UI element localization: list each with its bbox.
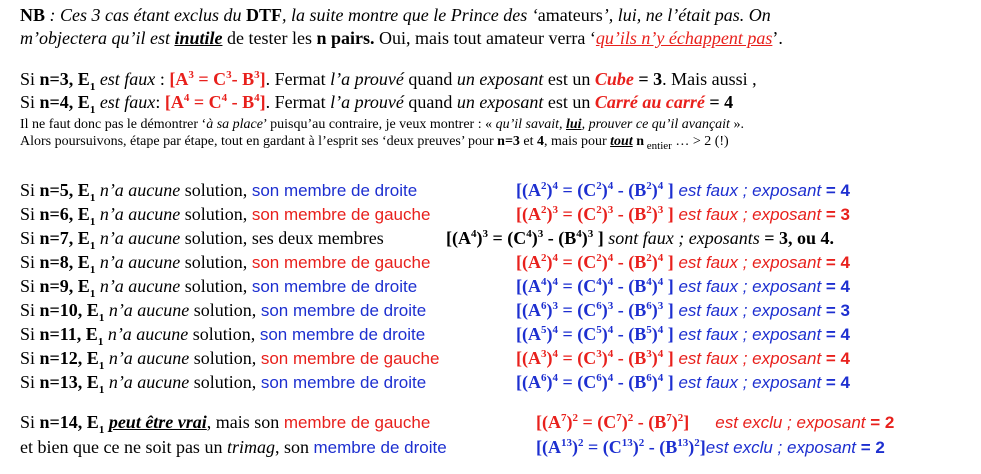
case-status: est faux bbox=[95, 92, 156, 112]
nb-line-2 bbox=[20, 27, 783, 49]
case-row: Si n=10, $E_1$ n’a aucune solution, son membre de droite [$(A^6)^3 = (C^6)^3 - (B^6)^3$ ] est faux ; exposant = 3 bbox=[20, 300, 851, 324]
n-value: n=11, bbox=[39, 324, 86, 344]
n14-formula-2: $[(A^{13})^2 = (C^{13})^2 - (B^{13})^2]est$ exclu ; exposant = 2 bbox=[536, 437, 885, 457]
e-symbol: E bbox=[77, 92, 90, 112]
e-symbol: E bbox=[86, 348, 99, 368]
case-text: un exposant bbox=[456, 92, 544, 112]
npairs-term: n pairs. bbox=[316, 28, 375, 48]
dtf-term: DTF bbox=[245, 5, 282, 25]
amateurs-term: amateurs bbox=[537, 5, 603, 25]
e-symbol: E bbox=[77, 252, 90, 272]
member-label: membre de gauche bbox=[283, 413, 431, 432]
si-text: Si bbox=[20, 252, 40, 272]
nb-line-1 bbox=[20, 4, 771, 26]
member-label: son membre de droite bbox=[251, 277, 418, 296]
case-text: est un bbox=[543, 69, 595, 89]
nb-text: Oui, mais tout amateur verra ‘ bbox=[374, 28, 596, 48]
n-value: n=10, bbox=[39, 300, 87, 320]
case-text: quand bbox=[403, 92, 457, 112]
row-formula: [$(A^2)^3 = (C^2)^3 - (B^2)^3$ ] est faux ; exposant = 3 bbox=[516, 204, 851, 224]
case-text: l’a prouvé bbox=[330, 69, 404, 89]
case-row: Si n=9, $E_1$ n’a aucune solution, son membre de droite [$(A^4)^4 = (C^4)^4 - (B^4)^4$ ] est faux ; exposant = 4 bbox=[20, 276, 851, 300]
case-text: quand bbox=[403, 69, 457, 89]
n-value: n=9, bbox=[39, 276, 78, 296]
row-formula: [$(A^4)^3 = (C^4)^3 - (B^4)^3$ ] sont faux ; exposants = 3, ou 4. bbox=[446, 228, 835, 248]
member-label: son membre de gauche bbox=[251, 205, 431, 224]
case-n14-line2: et bien que ce ne soit pas un trimag, son membre de droite $[(A^{13})^2 = (C^{13})^2 - (B^{13})^2]est$ exclu ; exposant = 2 bbox=[20, 437, 885, 457]
case-text: un exposant bbox=[456, 69, 544, 89]
member-label: son membre de droite bbox=[259, 325, 426, 344]
n-value: n=7, bbox=[39, 228, 78, 248]
case-row: Si n=11, $E_1$ n’a aucune solution, son membre de droite [$(A^5)^4 = (C^5)^4 - (B^5)^4$ ] est faux ; exposant = 4 bbox=[20, 324, 851, 348]
kind-value: = 3 bbox=[633, 69, 663, 89]
nb-label: NB bbox=[20, 5, 46, 25]
n-value: n=8, bbox=[39, 252, 78, 272]
si-text: Si bbox=[20, 180, 40, 200]
member-label: son membre de droite bbox=[260, 301, 427, 320]
row-formula: [$(A^5)^4 = (C^5)^4 - (B^5)^4$ ] est faux ; exposant = 4 bbox=[516, 324, 851, 344]
member-label: membre de droite bbox=[313, 438, 447, 457]
case-n4 bbox=[20, 91, 734, 116]
n-value: n=12, bbox=[39, 348, 87, 368]
row-formula: [$(A^3)^4 = (C^3)^4 - (B^3)^4$ ] est faux ; exposant = 4 bbox=[516, 348, 851, 368]
case-text: : bbox=[155, 92, 165, 112]
case-text: : bbox=[155, 69, 170, 89]
case-row: Si n=8, $E_1$ n’a aucune solution, son membre de gauche [$(A^2)^4 = (C^2)^4 - (B^2)^4$ ] est faux ; exposant = 4 bbox=[20, 252, 851, 276]
e-sub: 1 bbox=[89, 103, 96, 116]
member-label: son membre de droite bbox=[251, 181, 418, 200]
inutile-term: inutile bbox=[174, 28, 223, 48]
si-text: Si bbox=[20, 324, 40, 344]
row-formula: [$(A^6)^4 = (C^6)^4 - (B^6)^4$ ] est faux ; exposant = 4 bbox=[516, 372, 851, 392]
e-symbol: E bbox=[77, 204, 90, 224]
member-label: son membre de gauche bbox=[260, 349, 440, 368]
peut-etre-vrai: peut être vrai bbox=[108, 412, 207, 432]
member-label: ses deux membres bbox=[251, 228, 384, 248]
n14-formula: $[(A^7)^2 = (C^7)^2 - (B^7)^2]$ est exclu ; exposant = 2 bbox=[536, 412, 895, 432]
case-text: . Mais aussi , bbox=[662, 69, 757, 89]
nb-text: m’objectera qu’il est bbox=[20, 28, 175, 48]
echappent-term: qu’ils n’y échappent pas bbox=[595, 28, 773, 48]
si-text: Si bbox=[20, 204, 40, 224]
e-symbol: E bbox=[85, 324, 98, 344]
row-formula: [$(A^2)^4 = (C^2)^4 - (B^2)^4$ ] est faux ; exposant = 4 bbox=[516, 252, 851, 272]
member-label: son membre de gauche bbox=[251, 253, 431, 272]
kind-term: Carré au carré bbox=[594, 92, 705, 112]
n3-formula: [$A^3 = C^3-$ $B^3$] bbox=[169, 69, 266, 89]
nb-text: , la suite montre que le Prince des ‘ bbox=[281, 5, 538, 25]
e-symbol: E bbox=[86, 300, 99, 320]
note-line-1: Il ne faut donc pas le démontrer ‘à sa place’ puisqu’au contraire, je veux montrer : « qu’il savait, lui, prouver ce qu’il avançait ». bbox=[20, 117, 744, 132]
si-text: Si bbox=[20, 92, 40, 112]
si-text: Si bbox=[20, 69, 40, 89]
e-symbol: E bbox=[77, 276, 90, 296]
case-n3 bbox=[20, 68, 757, 93]
note-line-2: Alors poursuivons, étape par étape, tout en gardant à l’esprit ses ‘deux preuves’ pour n=3 et 4, mais pour tout n $_{entier}$ … > 2 (!) bbox=[20, 134, 729, 152]
case-row: Si n=7, $E_1$ n’a aucune solution, ses deux membres [$(A^4)^3 = (C^4)^3 - (B^4)^3$ ] sont faux ; exposants = 3, ou 4. bbox=[20, 228, 835, 252]
member-label: son membre de droite bbox=[260, 373, 427, 392]
n-value: n=6, bbox=[39, 204, 78, 224]
e-symbol: E bbox=[77, 180, 90, 200]
si-text: Si bbox=[20, 228, 40, 248]
n-value: n=3, bbox=[39, 69, 78, 89]
e-sub: 1 bbox=[89, 80, 96, 93]
n-value: n=4, bbox=[39, 92, 78, 112]
case-text: . Fermat bbox=[265, 69, 331, 89]
si-text: Si bbox=[20, 348, 40, 368]
case-status: est faux bbox=[95, 69, 156, 89]
si-text: Si bbox=[20, 372, 40, 392]
case-text: l’a prouvé bbox=[330, 92, 404, 112]
e-symbol: E bbox=[77, 228, 90, 248]
case-row: Si n=5, $E_1$ n’a aucune solution, son membre de droite [$(A^2)^4 = (C^2)^4 - (B^2)^4$ ] est faux ; exposant = 4 bbox=[20, 180, 851, 204]
case-text: . Fermat bbox=[265, 92, 331, 112]
case-n14: Si n=14, $E_1$ peut être vrai, mais son membre de gauche $[(A^7)^2 = (C^7)^2 - (B^7)^2]$ est exclu ; exposant = 2 bbox=[20, 412, 895, 436]
nb-text: de tester les bbox=[222, 28, 317, 48]
nb-text: : Ces 3 cas étant exclus du bbox=[45, 5, 246, 25]
si-text: Si bbox=[20, 276, 40, 296]
row-formula: [$(A^4)^4 = (C^4)^4 - (B^4)^4$ ] est faux ; exposant = 4 bbox=[516, 276, 851, 296]
case-row: Si n=6, $E_1$ n’a aucune solution, son membre de gauche [$(A^2)^3 = (C^2)^3 - (B^2)^3$ ] est faux ; exposant = 3 bbox=[20, 204, 851, 228]
si-text: Si bbox=[20, 300, 40, 320]
case-text: est un bbox=[543, 92, 595, 112]
nb-text: ’. bbox=[772, 28, 783, 48]
n-value: n=5, bbox=[39, 180, 78, 200]
nb-text: ’, lui, ne l’était pas. On bbox=[602, 5, 771, 25]
n4-formula: $[A^4 = C^4 - B^4]$ bbox=[164, 92, 266, 112]
case-row: Si n=13, $E_1$ n’a aucune solution, son membre de droite [$(A^6)^4 = (C^6)^4 - (B^6)^4$ ] est faux ; exposant = 4 bbox=[20, 372, 851, 396]
kind-value: = 4 bbox=[704, 92, 734, 112]
row-formula: [$(A^6)^3 = (C^6)^3 - (B^6)^3$ ] est faux ; exposant = 3 bbox=[516, 300, 851, 320]
n-value: n=13, bbox=[39, 372, 87, 392]
e-symbol: E bbox=[77, 69, 90, 89]
case-row: Si n=12, $E_1$ n’a aucune solution, son membre de gauche [$(A^3)^4 = (C^3)^4 - (B^3)^4$ ] est faux ; exposant = 4 bbox=[20, 348, 851, 372]
row-formula: [$(A^2)^4 = (C^2)^4 - (B^2)^4$ ] est faux ; exposant = 4 bbox=[516, 180, 851, 200]
e-symbol: E bbox=[86, 372, 99, 392]
kind-term: Cube bbox=[594, 69, 634, 89]
